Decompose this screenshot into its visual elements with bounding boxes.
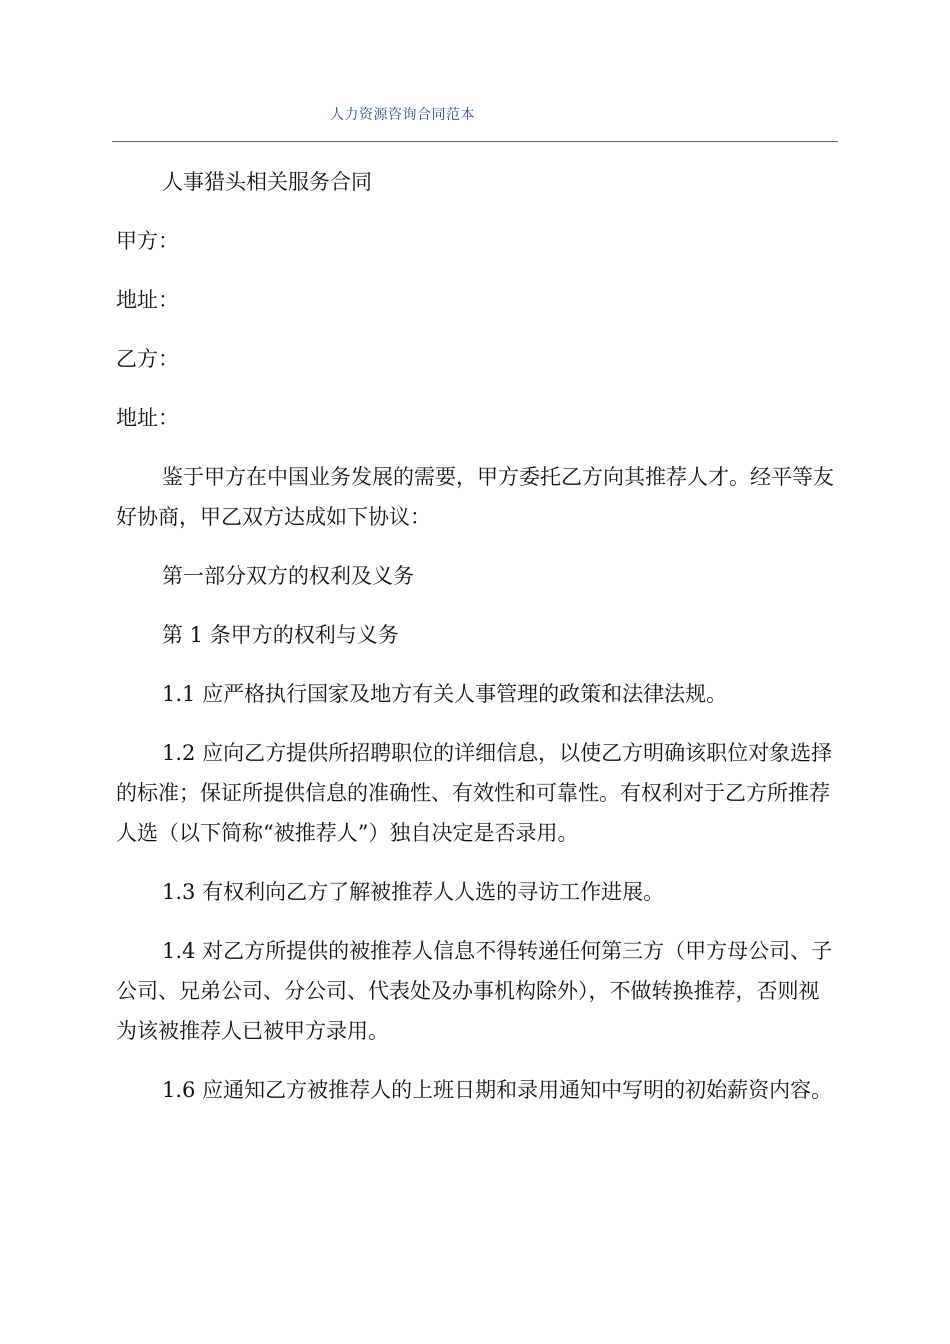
clause-1-6: 1.6 应通知乙方被推荐人的上班日期和录用通知中写明的初始薪资内容。 (162, 1078, 833, 1102)
clause-1-2: 1.2 应向乙方提供所招聘职位的详细信息，以使乙方明确该职位对象选择的标准；保证所提供信息的准确性、有效性和可靠性。有权利对于乙方所推荐人选（以下简称“被推荐人”）独自决定是否录用。 (116, 741, 833, 845)
header-title: 人力资源咨询合同范本 (330, 107, 475, 123)
clause-1-4: 1.4 对乙方所提供的被推荐人信息不得转递任何第三方（甲方母公司、子公司、兄弟公司、分公司、代表处及办事机构除外），不做转换推荐，否则视为该被推荐人已被甲方录用。 (116, 939, 833, 1043)
document-title: 人事猎头相关服务合同 (162, 170, 372, 194)
party-b-label: 乙方： (116, 347, 179, 371)
preamble-paragraph: 鉴于甲方在中国业务发展的需要，甲方委托乙方向其推荐人才。经平等友好协商，甲乙双方达成如下协议： (116, 465, 834, 529)
clause-1-1: 1.1 应严格执行国家及地方有关人事管理的政策和法律法规。 (162, 682, 728, 706)
party-b-address-label: 地址： (116, 406, 179, 430)
part-one-heading: 第一部分双方的权利及义务 (162, 564, 414, 588)
document-body (116, 162, 840, 1129)
party-a-label: 甲方： (116, 229, 179, 253)
article-1-heading: 第 1 条甲方的权利与义务 (162, 623, 399, 647)
header-divider (112, 141, 838, 142)
party-a-address-label: 地址： (116, 288, 179, 312)
clause-1-3: 1.3 有权利向乙方了解被推荐人人选的寻访工作进展。 (162, 880, 665, 904)
